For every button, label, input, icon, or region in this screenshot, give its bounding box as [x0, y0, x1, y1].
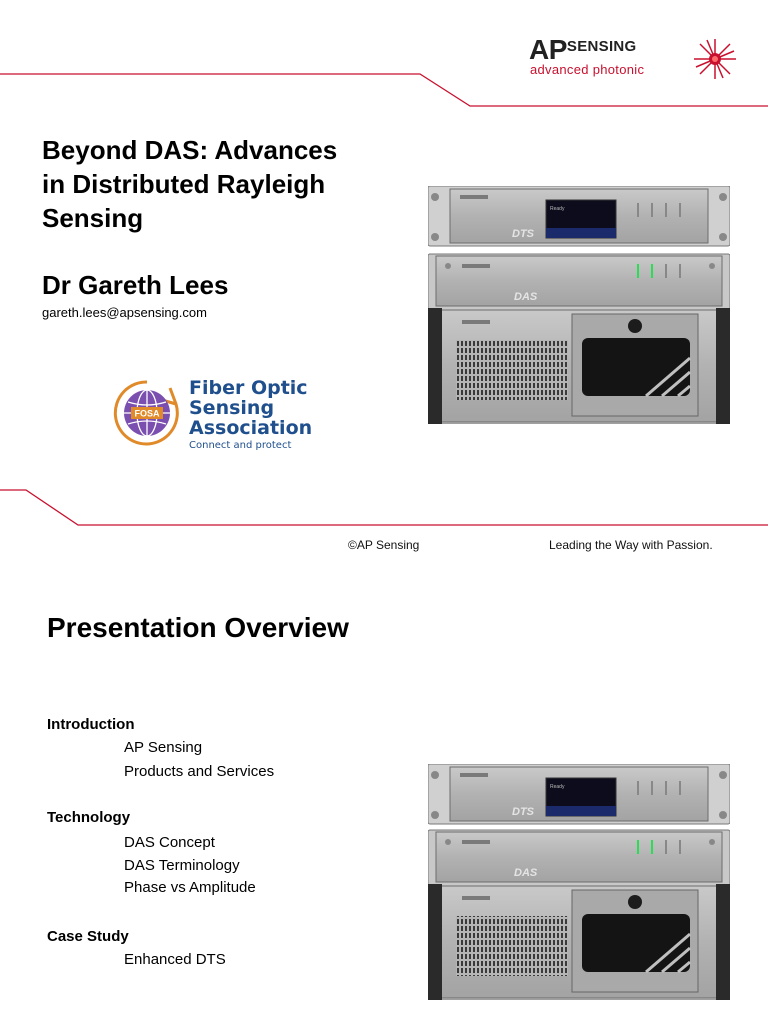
- fosa-line-1: Fiber Optic: [189, 377, 308, 399]
- logo-sensing-text: SENSING: [566, 38, 637, 55]
- ap-sensing-device-photo: [428, 186, 730, 424]
- title-line-2: in Distributed Rayleigh: [42, 169, 326, 199]
- overview-title: Presentation Overview: [47, 612, 349, 643]
- section-heading-case-study: Case Study: [47, 928, 129, 945]
- dts-unit-label: DTS: [512, 228, 534, 240]
- footer-motto: Leading the Way with Passion.: [549, 538, 713, 552]
- laser-burst-icon: [690, 36, 740, 82]
- device-screen-text: Ready: [550, 206, 565, 212]
- fosa-wordmark: [189, 378, 312, 451]
- title-line-1: Beyond DAS: Advances: [42, 135, 338, 165]
- logo-tagline: advanced photonic: [530, 62, 645, 77]
- list-item: DAS Terminology: [124, 857, 240, 874]
- fosa-globe-icon: [112, 378, 182, 448]
- das-unit-label: DAS: [514, 867, 538, 879]
- list-item: Products and Services: [124, 763, 275, 780]
- section-heading-introduction: Introduction: [47, 716, 135, 733]
- logo-ap-text: AP: [529, 34, 567, 65]
- author-name: Dr Gareth Lees: [42, 270, 229, 300]
- list-item: Enhanced DTS: [124, 951, 226, 968]
- device-screen-text: Ready: [550, 784, 565, 790]
- ap-sensing-device-photo: [428, 764, 730, 1000]
- das-unit-label: DAS: [514, 291, 538, 303]
- fosa-badge-text: FOSA: [134, 408, 160, 419]
- section-heading-technology: Technology: [47, 809, 131, 826]
- presentation-title: [42, 133, 392, 235]
- list-item: AP Sensing: [124, 739, 203, 756]
- overview-slide: [0, 582, 768, 1024]
- list-item: Phase vs Amplitude: [124, 879, 256, 896]
- dts-unit-label: DTS: [512, 806, 534, 818]
- footer-copyright: ©AP Sensing: [348, 538, 420, 552]
- title-line-3: Sensing: [42, 203, 144, 233]
- fosa-tagline: Connect and protect: [189, 440, 292, 451]
- author-email[interactable]: gareth.lees@apsensing.com: [42, 305, 207, 320]
- fosa-line-2: Sensing: [189, 397, 275, 419]
- fosa-line-3: Association: [189, 417, 313, 439]
- list-item: DAS Concept: [124, 834, 215, 851]
